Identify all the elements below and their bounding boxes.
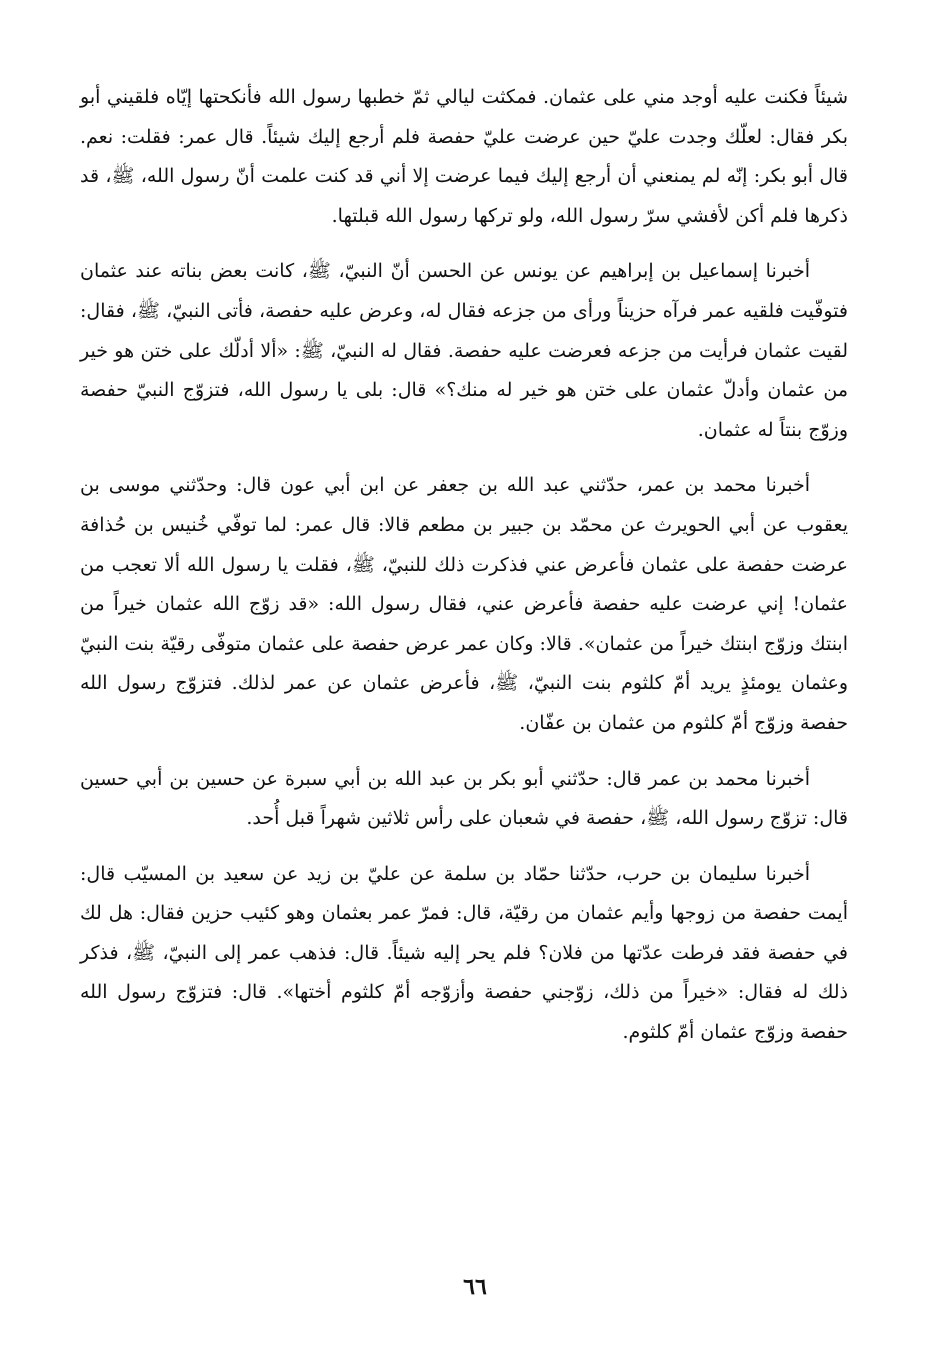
paragraph-4: أخبرنا محمد بن عمر قال: حدّثني أبو بكر بن عبد الله بن أبي سبرة عن حسين بن أبي حسين قال: تزوّج رسول الله، ﷺ، حفصة في شعبان على رأس ثلاثين شهراً قبل أُحد. bbox=[80, 767, 848, 830]
body-text bbox=[80, 78, 848, 1069]
paragraph-3: أخبرنا محمد بن عمر، حدّثني عبد الله بن جعفر عن ابن أبي عون قال: وحدّثني موسى بن يعقوب عن أبي الحويرث عن محمّد بن جبير بن مطعم قالا: قال عمر: لما توفّي خُنيس بن حُذافة عرضت حفصة على عثمان فأعرض عني فذكرت ذلك للنبيّ، ﷺ، فقلت يا رسول الله ألا تعجب من عثمان! إني عرضت عليه حفصة فأعرض عني، فقال رسول الله: «قد زوّج الله عثمان خيراً من ابنتك وزوّج ابنتك خيراً من عثمان». قالا: وكان عمر عرض حفصة على عثمان متوفّى رقيّة بنت النبيّ وعثمان يومئذٍ يريد أمّ كلثوم بنت النبيّ، ﷺ، فأعرض عثمان عن عمر لذلك. فتزوّج رسول الله حفصة وزوّج أمّ كلثوم من عثمان بن عفّان. bbox=[80, 474, 848, 734]
paragraph-5: أخبرنا سليمان بن حرب، حدّثنا حمّاد بن سلمة عن عليّ بن زيد عن سعيد بن المسيّب قال: أيمت حفصة من زوجها وأيم عثمان من رقيّة، قال: فمرّ عمر بعثمان وهو كئيب حزين فقال: هل لك في حفصة فقد فرطت عدّتها من فلان؟ فلم يحر إليه شيئاً. قال: فذهب عمر إلى النبيّ، ﷺ، فذكر ذلك له فقال: «خيراً من ذلك، زوّجني حفصة وأزوّجه أمّ كلثوم أختها». قال: فتزوّج رسول الله حفصة وزوّج عثمان أمّ كلثوم. bbox=[80, 862, 849, 1044]
page-number: ٦٦ bbox=[463, 1274, 487, 1300]
paragraph-2: أخبرنا إسماعيل بن إبراهيم عن يونس عن الحسن أنّ النبيّ، ﷺ، كانت بعض بناته عند عثمان فتوفّيت فلقيه عمر فرآه حزيناً ورأى من جزعه فقال له، وعرض عليه حفصة، فأتى النبيّ، ﷺ، فقال: لقيت عثمان فرأيت من جزعه فعرضت عليه حفصة. فقال له النبيّ، ﷺ: «ألا أدلّك على ختن هو خير من عثمان وأدلّ عثمان على ختن هو خير له منك؟» قال: بلى يا رسول الله، فتزوّج النبيّ حفصة وزوّج بنتاً له عثمان. bbox=[80, 260, 848, 441]
paragraph-1: شيئاً فكنت عليه أوجد مني على عثمان. فمكثت ليالي ثمّ خطبها رسول الله فأنكحتها إيّاه فلقيني أبو بكر فقال: لعلّك وجدت عليّ حين عرضت عليّ حفصة فلم أرجع إليك شيئاً. قال عمر: فقلت: نعم. قال أبو بكر: إنّه لم يمنعني أن أرجع إليك فيما عرضت إلا أني قد كنت علمت أنّ رسول الله، ﷺ، قد ذكرها فلم أكن لأفشي سرّ رسول الله، ولو تركها رسول الله قبلتها. bbox=[80, 86, 848, 227]
